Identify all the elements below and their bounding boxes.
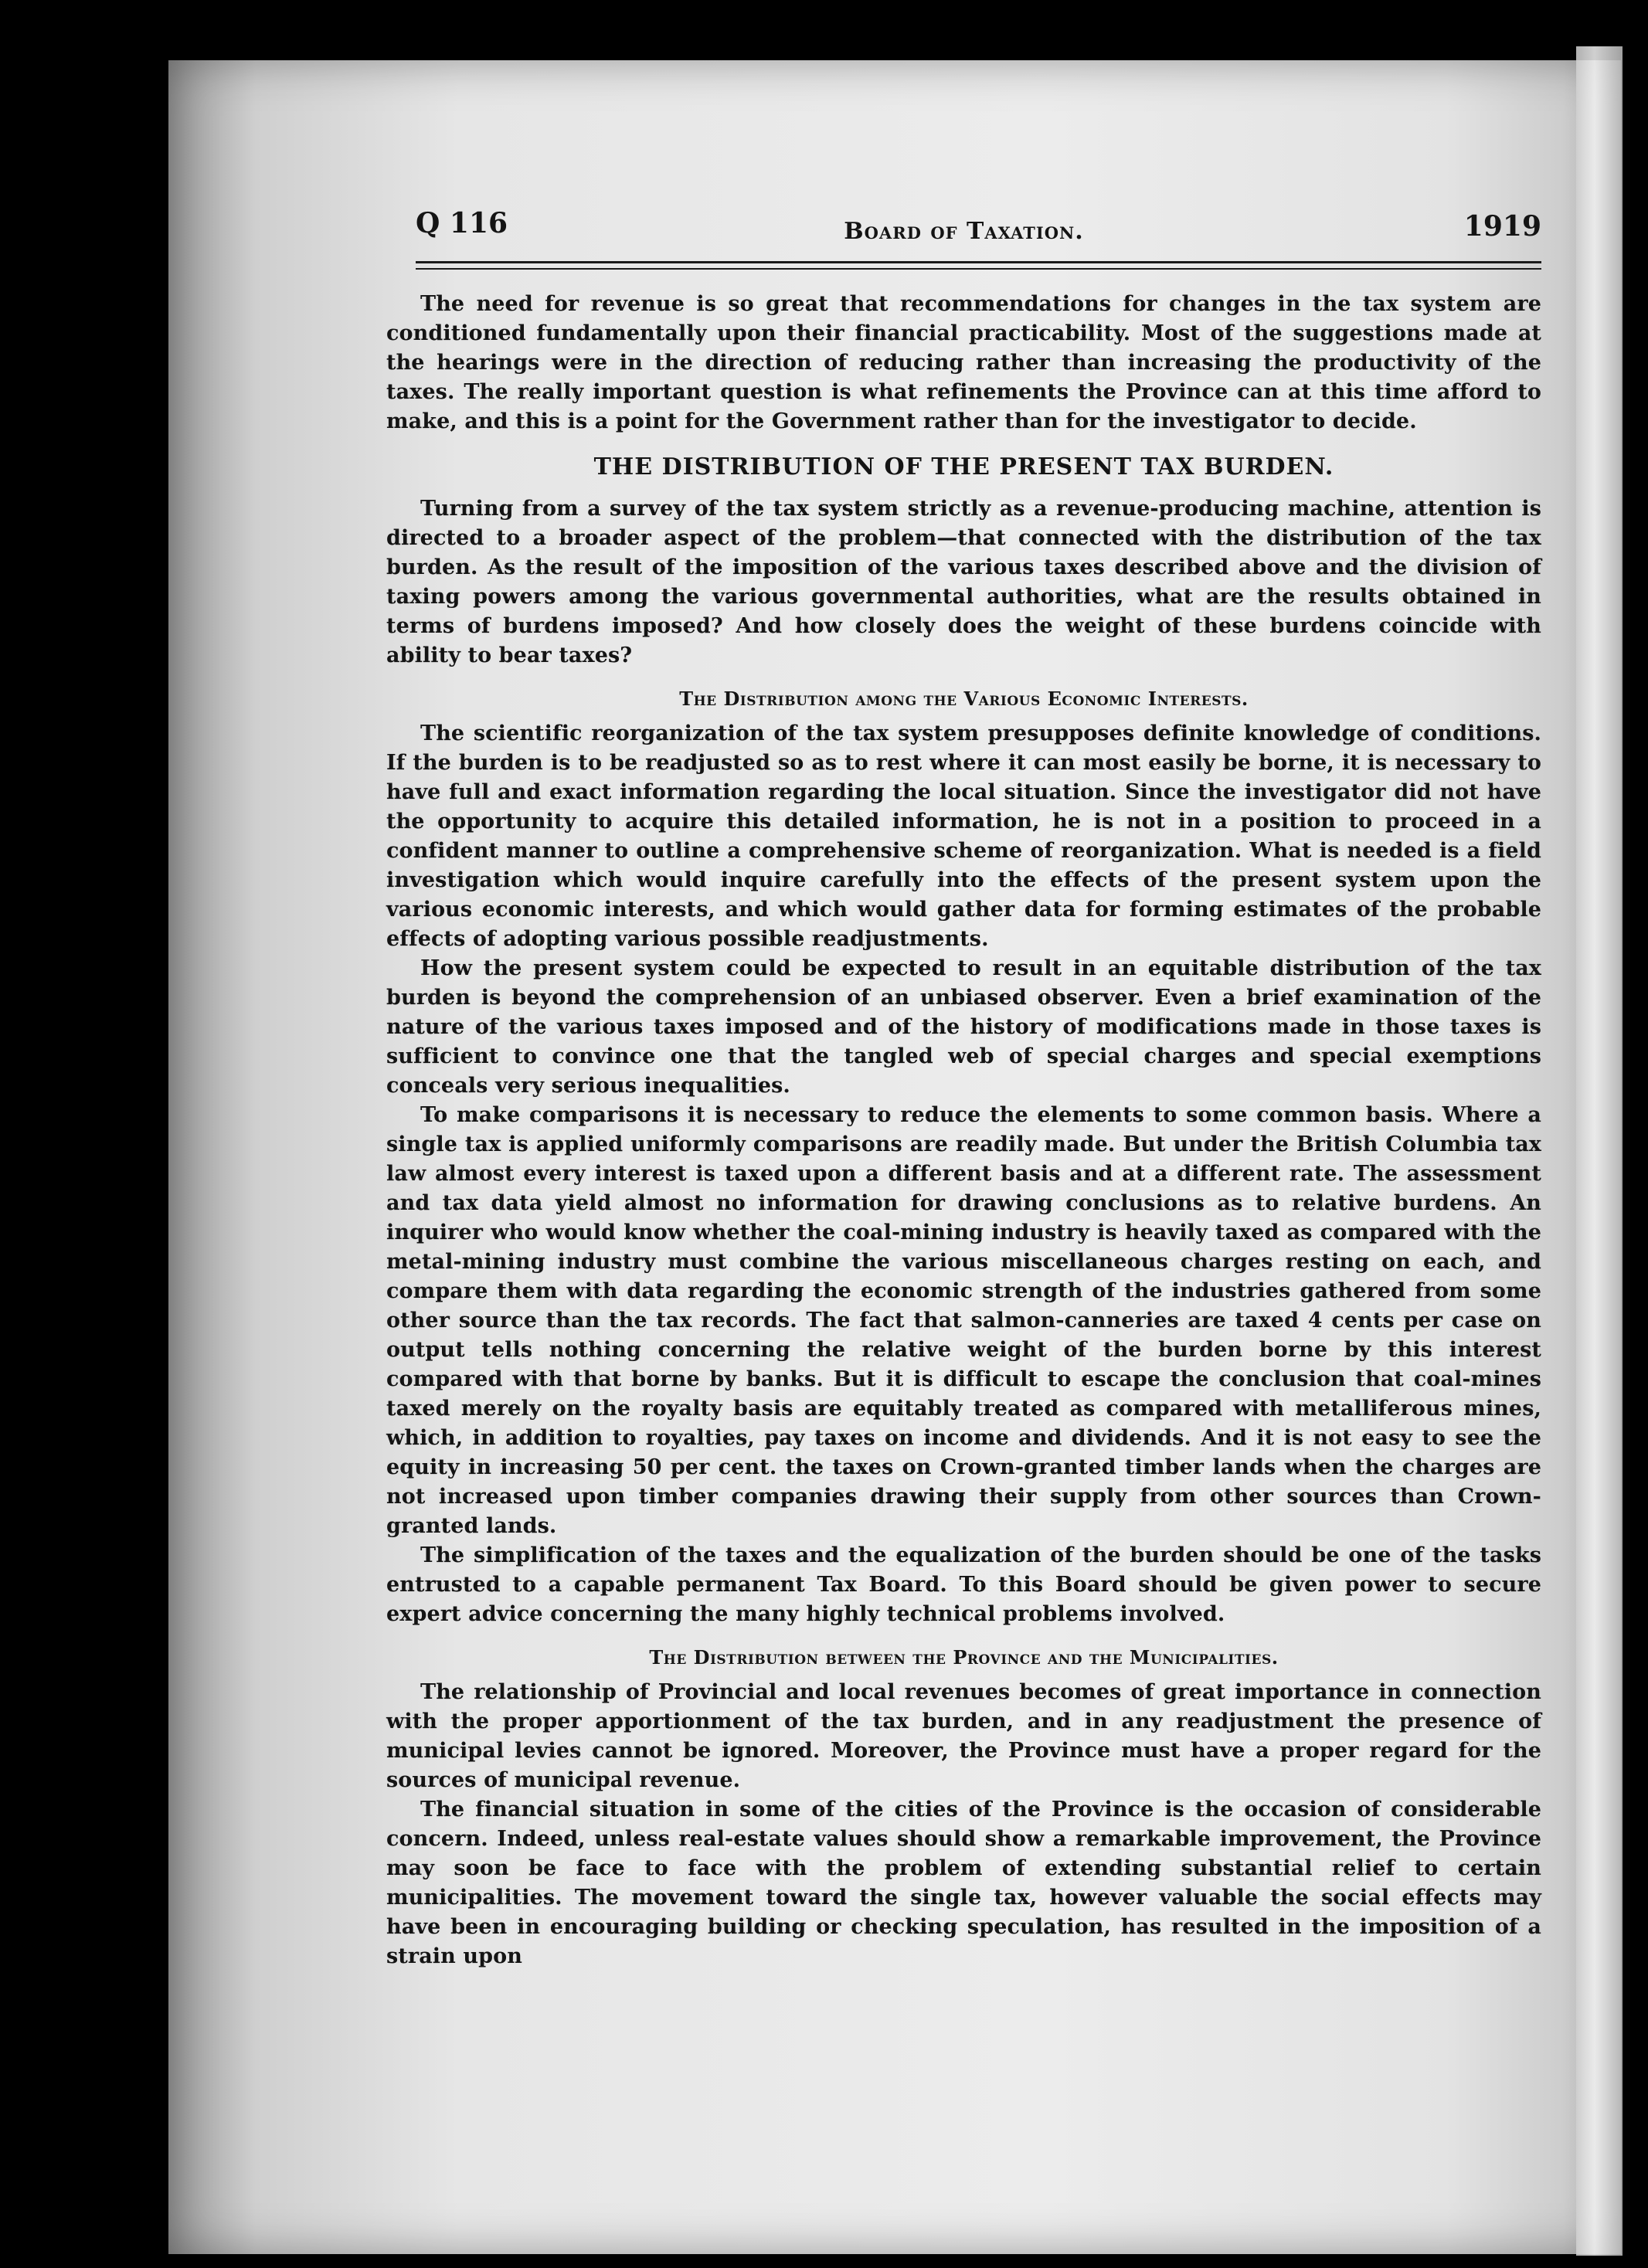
- paragraph: Turning from a survey of the tax system strictly as a revenue-producing machine, attention is directed to a broader aspect of the problem—that connected with the distribution of the tax burden. As the result of the imposition of the various taxes described above and the division of taxing powers among the various governmental authorities, what are the results obtained in terms of burdens imposed? And how closely does the weight of these burdens coincide with ability to bear taxes?: [386, 497, 1541, 667]
- running-head: [386, 207, 1541, 261]
- paragraph: To make comparisons it is necessary to reduce the elements to some common basis. Where a single tax is applied uniformly comparisons are readily made. But under the British Columbia tax law almost every interest is taxed upon a different basis and at a different rate. The assessment and tax data yield almost no information for drawing conclusions as to relative burdens. An inquirer who would know whether the coal-mining industry is heavily taxed as compared with the metal-mining industry must combine the various miscellaneous charges resting on each, and compare them with data regarding the economic strength of the industries gathered from some other source than the tax records. The fact that salmon-canneries are taxed 4 cents per case on output tells nothing concerning the relative weight of the burden borne by this interest compared with that borne by banks. But it is difficult to escape the conclusion that coal-mines taxed merely on the royalty basis are equitably treated as compared with metalliferous mines, which, in addition to royalties, pay taxes on income and dividends. And it is not easy to see the equity in increasing 50 per cent. the taxes on Crown-granted timber lands when the charges are not increased upon timber companies drawing their supply from other sources than Crown-granted lands.: [386, 1103, 1541, 1538]
- page-edge: [1576, 46, 1623, 2256]
- paragraph: The need for revenue is so great that recommendations for changes in the tax system are conditioned fundamentally upon their financial practicability. Most of the suggestions made at the hearings were in the direction of reducing rather than increasing the productivity of the taxes. The really important question is what refinements the Province can at this time afford to make, and this is a point for the Government rather than for the investigator to decide.: [386, 292, 1541, 433]
- subsection-heading: The Distribution between the Province and the Municipalities.: [649, 1646, 1279, 1669]
- subsection-heading: The Distribution among the Various Economic Interests.: [679, 688, 1249, 710]
- page-number: Q 116: [416, 207, 508, 239]
- document-body: [386, 207, 1541, 1971]
- header-rule: [416, 261, 1541, 270]
- paragraph: The relationship of Provincial and local revenues becomes of great importance in connection with the proper apportionment of the tax burden, and in any readjustment the presence of municipal levies cannot be ignored. Moreover, the Province must have a proper regard for the sources of municipal revenue.: [386, 1680, 1541, 1792]
- paragraph: The simplification of the taxes and the equalization of the burden should be one of the tasks entrusted to a capable permanent Tax Board. To this Board should be given power to secure expert advice concerning the many highly technical problems involved.: [386, 1543, 1541, 1626]
- paragraph: How the present system could be expected to result in an equitable distribution of the tax burden is beyond the comprehension of an unbiased observer. Even a brief examination of the nature of the various taxes imposed and of the history of modifications made in those taxes is sufficient to convince one that the tangled web of special charges and special exemptions conceals very serious inequalities.: [386, 956, 1541, 1098]
- year: 1919: [1463, 210, 1541, 243]
- section-heading: THE DISTRIBUTION OF THE PRESENT TAX BURDEN.: [593, 453, 1334, 480]
- paragraph: The financial situation in some of the cities of the Province is the occasion of considerable concern. Indeed, unless real-estate values should show a remarkable improvement, the Province may soon be face to face with the problem of extending substantial relief to certain municipalities. The movement toward the single tax, however valuable the social effects may have been in encouraging building or checking speculation, has resulted in the imposition of a strain upon: [386, 1798, 1541, 1968]
- running-title: Board of Taxation.: [844, 218, 1084, 245]
- paragraph: The scientific reorganization of the tax system presupposes definite knowledge of conditions. If the burden is to be readjusted so as to rest where it can most easily be borne, it is necessary to have full and exact information regarding the local situation. Since the investigator did not have the opportunity to acquire this detailed information, he is not in a position to proceed in a confident manner to outline a comprehensive scheme of reorganization. What is needed is a field investigation which would inquire carefully into the effects of the present system upon the various economic interests, and which would gather data for forming estimates of the probable effects of adopting various possible readjustments.: [386, 721, 1541, 951]
